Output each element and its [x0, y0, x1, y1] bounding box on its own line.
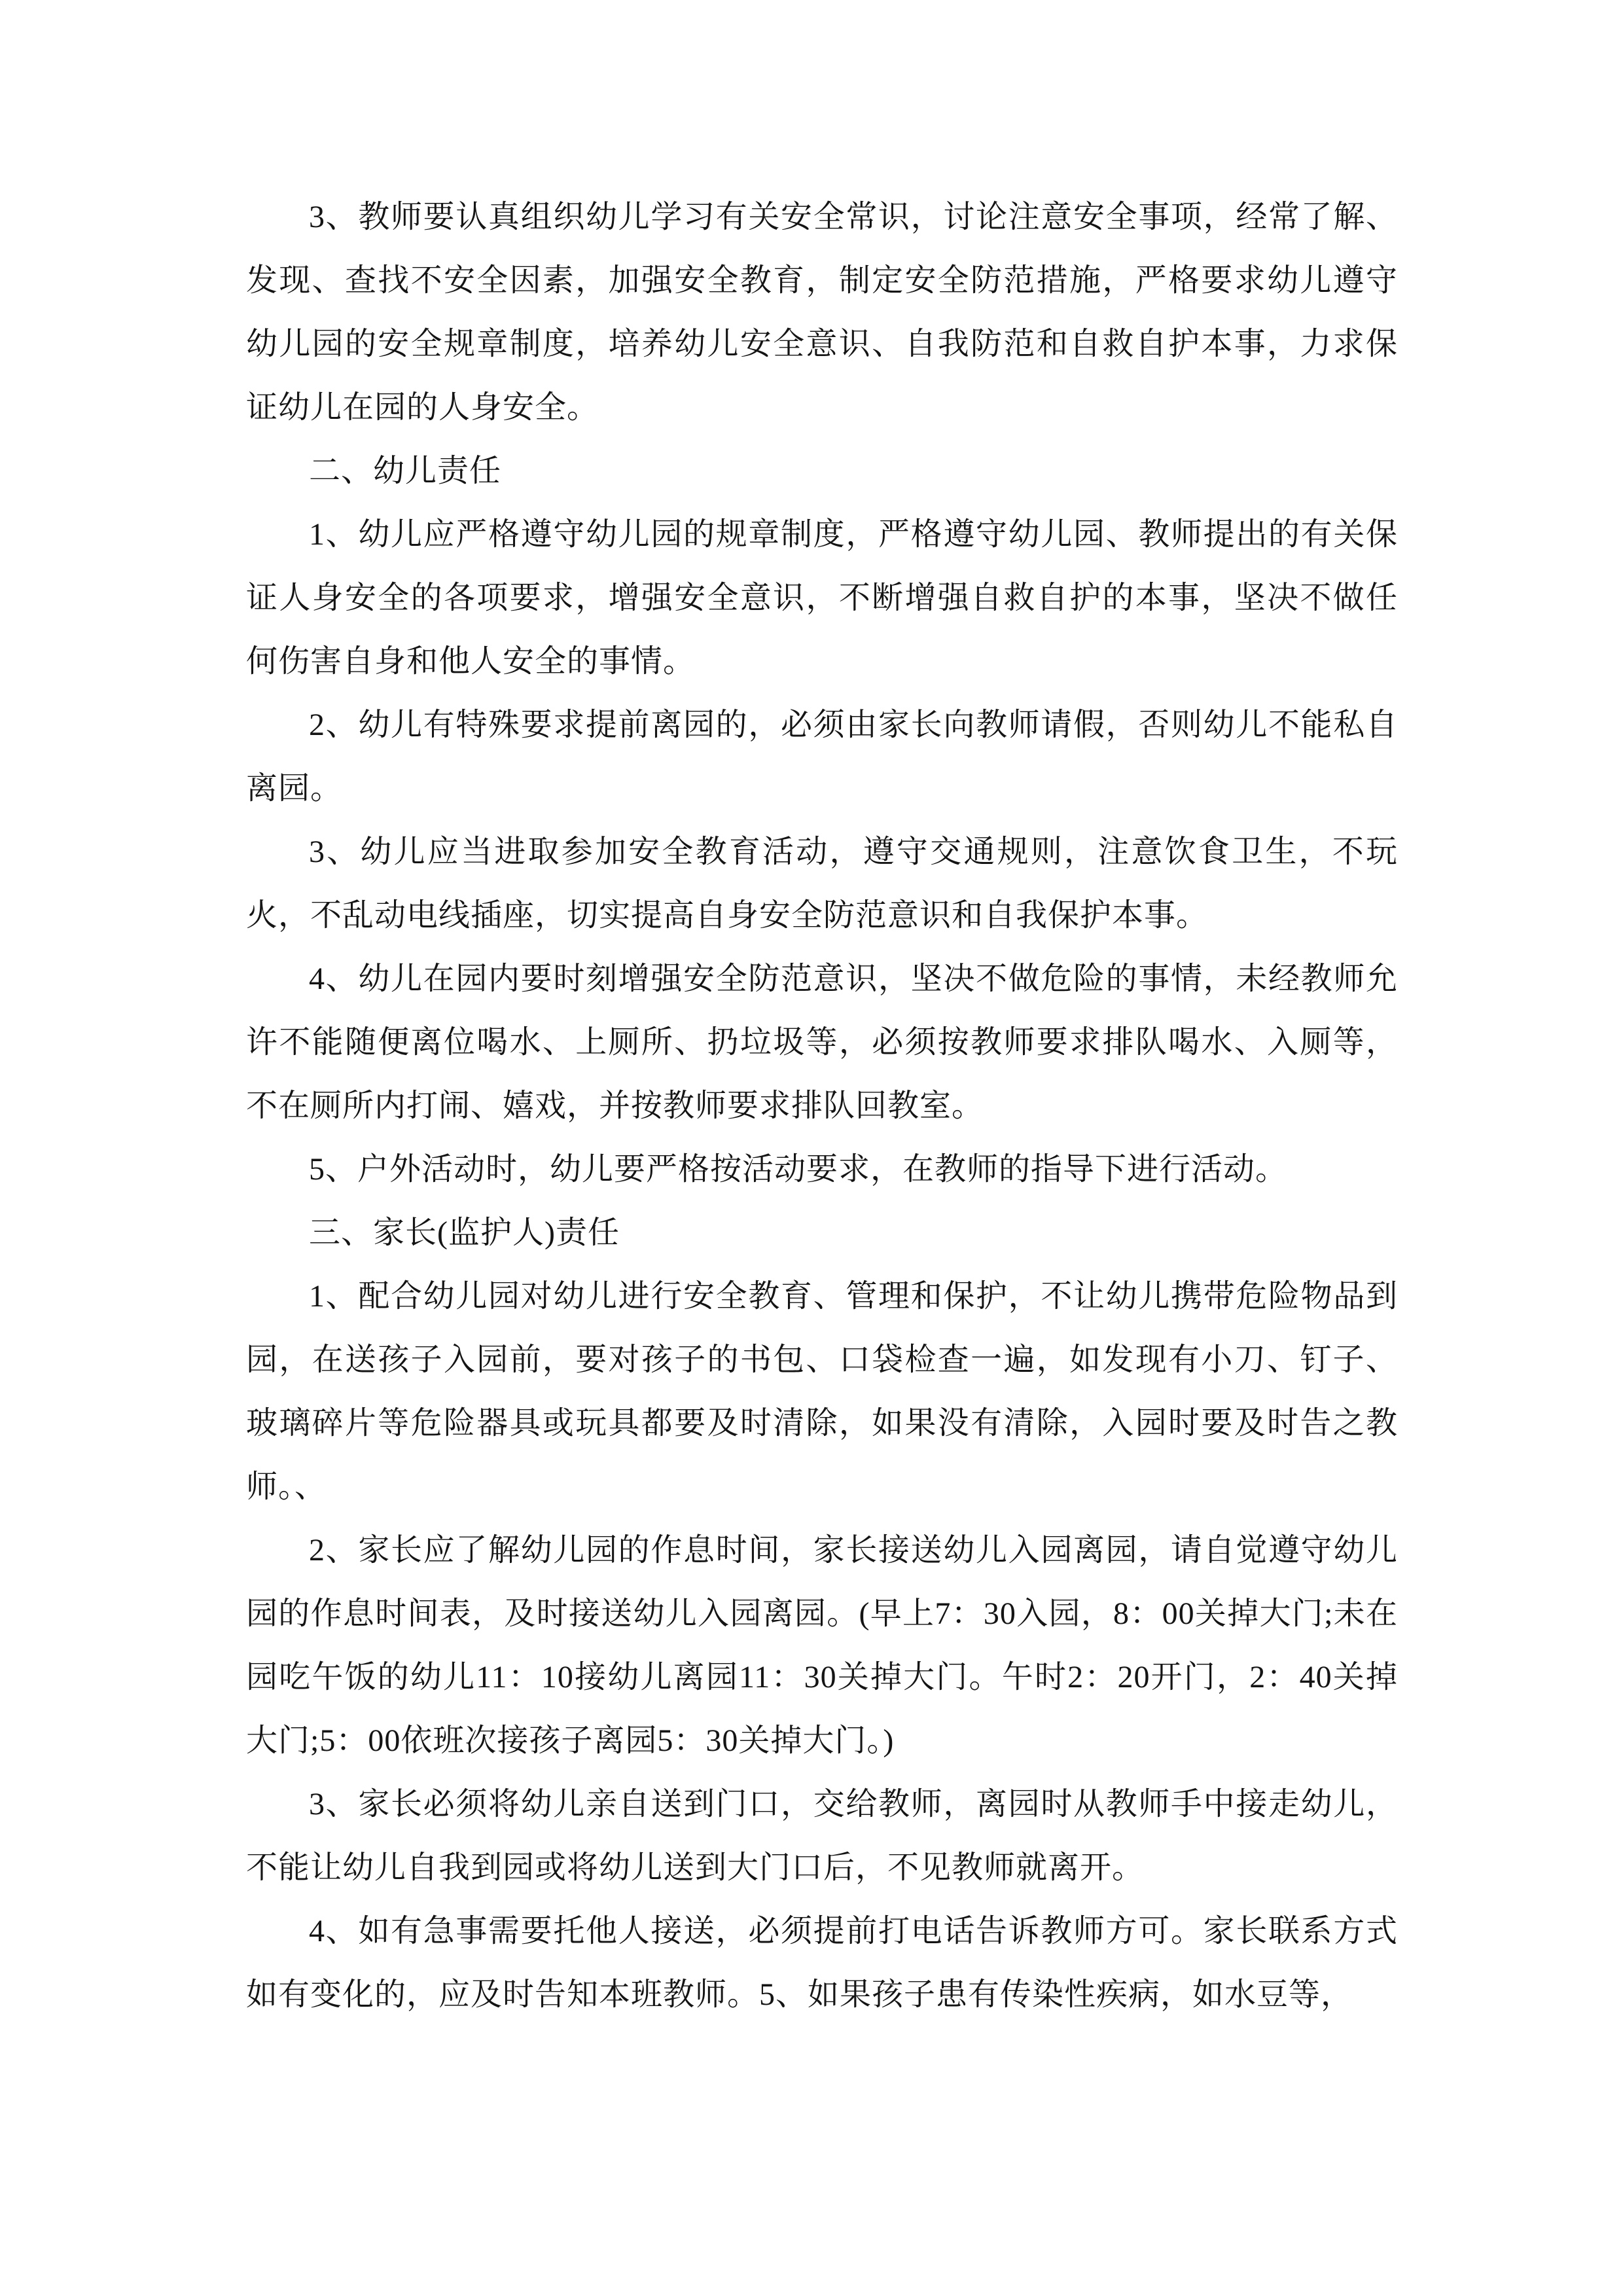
paragraph: 3、幼儿应当进取参加安全教育活动，遵守交通规则，注意饮食卫生，不玩火，不乱动电线插座，切实提高自身安全防范意识和自我保护本事。	[246, 834, 1398, 933]
paragraph: 5、户外活动时，幼儿要严格按活动要求，在教师的指导下进行活动。	[309, 1152, 1288, 1187]
document-body	[246, 185, 1398, 2026]
section-heading: 三、家长(监护人)责任	[309, 1215, 620, 1250]
section-heading: 二、幼儿责任	[309, 454, 502, 488]
paragraph: 1、幼儿应严格遵守幼儿园的规章制度，严格遵守幼儿园、教师提出的有关保证人身安全的各项要求，增强安全意识，不断增强自救自护的本事，坚决不做任何伤害自身和他人安全的事情。	[246, 517, 1398, 679]
paragraph: 1、配合幼儿园对幼儿进行安全教育、管理和保护，不让幼儿携带危险物品到园，在送孩子入园前，要对孩子的书包、口袋检查一遍，如发现有小刀、钉子、玻璃碎片等危险器具或玩具都要及时清除，如果没有清除，入园时要及时告之教师。、	[246, 1279, 1398, 1504]
paragraph: 2、家长应了解幼儿园的作息时间，家长接送幼儿入园离园，请自觉遵守幼儿园的作息时间表，及时接送幼儿入园离园。(早上7：30入园，8：00关掉大门;未在园吃午饭的幼儿11：10接幼儿离园11：30关掉大门。午时2：20开门，2：40关掉大门;5：00依班次接孩子离园5：30关掉大门。)	[246, 1533, 1398, 1758]
paragraph: 4、幼儿在园内要时刻增强安全防范意识，坚决不做危险的事情，未经教师允许不能随便离位喝水、上厕所、扔垃圾等，必须按教师要求排队喝水、入厕等，不在厕所内打闹、嬉戏，并按教师要求排队回教室。	[246, 961, 1398, 1123]
paragraph: 2、幼儿有特殊要求提前离园的，必须由家长向教师请假，否则幼儿不能私自离园。	[246, 708, 1398, 806]
paragraph: 3、家长必须将幼儿亲自送到门口，交给教师，离园时从教师手中接走幼儿，不能让幼儿自我到园或将幼儿送到大门口后，不见教师就离开。	[246, 1787, 1398, 1885]
paragraph: 3、教师要认真组织幼儿学习有关安全常识，讨论注意安全事项，经常了解、发现、查找不安全因素，加强安全教育，制定安全防范措施，严格要求幼儿遵守幼儿园的安全规章制度，培养幼儿安全意识、自我防范和自救自护本事，力求保证幼儿在园的人身安全。	[246, 200, 1398, 425]
paragraph: 4、如有急事需要托他人接送，必须提前打电话告诉教师方可。家长联系方式如有变化的，应及时告知本班教师。5、如果孩子患有传染性疾病，如水豆等，	[246, 1914, 1398, 2012]
